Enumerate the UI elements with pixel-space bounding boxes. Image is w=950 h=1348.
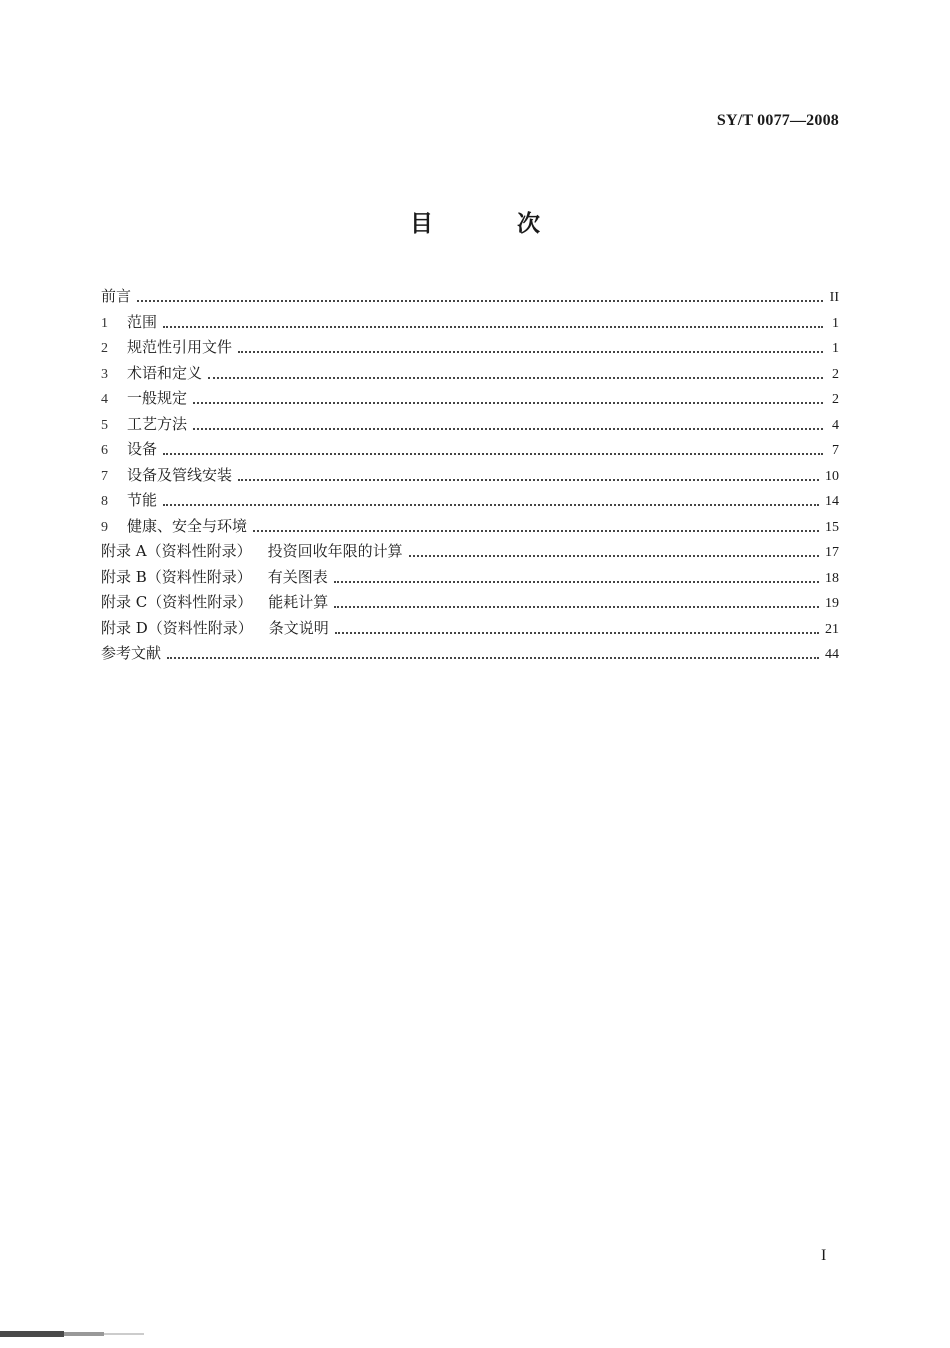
dot-leader xyxy=(334,605,819,608)
toc-entry-page: 44 xyxy=(825,647,839,662)
dot-leader xyxy=(238,350,823,353)
toc-entry-page: 21 xyxy=(825,621,839,637)
toc-entry[interactable] xyxy=(101,641,839,667)
dot-leader xyxy=(409,554,819,557)
page-title: 目 次 xyxy=(409,210,578,237)
dot-leader xyxy=(163,503,819,506)
toc-entry-number: 5 xyxy=(101,417,108,433)
toc-entry[interactable] xyxy=(101,310,839,336)
dot-leader xyxy=(253,529,819,532)
toc-entry-label: 前言 xyxy=(101,287,132,305)
toc-entry-subtitle: 投资回收年限的计算 xyxy=(267,542,403,560)
toc-entry[interactable] xyxy=(101,284,839,310)
dot-leader xyxy=(193,427,823,430)
toc-entry-page: 18 xyxy=(825,570,839,586)
toc-entry-label: 参考文献 xyxy=(101,644,162,662)
toc-entry[interactable] xyxy=(101,488,839,514)
toc-entry-label: 健康、安全与环境 xyxy=(127,516,248,535)
toc-entry-page: 10 xyxy=(825,468,839,484)
toc-entry[interactable] xyxy=(101,565,839,591)
toc-entry-label: 一般规定 xyxy=(127,389,188,407)
dot-leader xyxy=(193,401,823,404)
dot-leader xyxy=(163,452,823,455)
toc-entry-page: 1 xyxy=(832,341,839,356)
toc-entry-page: 17 xyxy=(825,545,839,560)
toc-entry-label: 术语和定义 xyxy=(127,363,203,382)
toc-entry[interactable] xyxy=(101,514,839,540)
toc-entry-label: 节能 xyxy=(127,491,158,509)
dot-leader xyxy=(208,376,823,379)
dot-leader xyxy=(238,478,819,481)
toc-entry-label: 附录 A（资料性附录） xyxy=(101,542,252,560)
toc-entry-label: 附录 C（资料性附录） xyxy=(101,593,253,611)
toc-entry-page: II xyxy=(829,290,839,305)
toc-entry[interactable] xyxy=(101,590,839,616)
toc-entry-number: 9 xyxy=(101,519,108,535)
toc-entry-subtitle: 能耗计算 xyxy=(268,593,329,611)
toc-entry-page: 2 xyxy=(832,392,839,407)
toc-entry-label: 范围 xyxy=(127,312,158,331)
toc-entry[interactable] xyxy=(101,386,839,412)
dot-leader xyxy=(335,631,819,634)
toc-entry-page: 14 xyxy=(825,494,839,509)
toc-entry-page: 1 xyxy=(832,315,839,331)
dot-leader xyxy=(334,580,819,583)
toc-entry-number: 4 xyxy=(101,392,108,407)
table-of-contents xyxy=(101,284,839,667)
dot-leader xyxy=(137,299,823,302)
toc-entry-number: 3 xyxy=(101,366,108,382)
toc-entry-subtitle: 有关图表 xyxy=(267,567,328,586)
toc-entry[interactable] xyxy=(101,437,839,463)
toc-entry-page: 15 xyxy=(825,519,839,535)
toc-entry-label: 设备及管线安装 xyxy=(127,465,233,484)
toc-entry-label: 工艺方法 xyxy=(127,414,188,433)
toc-entry-page: 4 xyxy=(832,417,839,433)
toc-entry[interactable] xyxy=(101,335,839,361)
toc-entry-number: 6 xyxy=(101,443,108,458)
toc-entry[interactable] xyxy=(101,412,839,438)
toc-entry-label: 附录 D（资料性附录） xyxy=(101,618,253,637)
toc-entry[interactable] xyxy=(101,361,839,387)
toc-entry[interactable] xyxy=(101,616,839,642)
toc-entry-number: 2 xyxy=(101,341,108,356)
toc-entry-number: 8 xyxy=(101,494,108,509)
toc-entry-page: 2 xyxy=(832,366,839,382)
toc-entry-number: 7 xyxy=(101,468,108,484)
toc-entry-label: 附录 B（资料性附录） xyxy=(101,567,252,586)
toc-entry-label: 设备 xyxy=(127,440,158,458)
toc-entry-page: 19 xyxy=(825,596,839,611)
dot-leader xyxy=(163,325,823,328)
toc-entry-label: 规范性引用文件 xyxy=(127,338,233,356)
toc-entry-subtitle: 条文说明 xyxy=(268,618,329,637)
toc-entry-number: 1 xyxy=(101,315,108,331)
toc-entry-page: 7 xyxy=(832,443,839,458)
toc-entry[interactable] xyxy=(101,463,839,489)
page-number: I xyxy=(821,1247,827,1264)
standard-code: SY/T 0077—2008 xyxy=(716,112,839,129)
dot-leader xyxy=(167,656,819,659)
scan-artifact xyxy=(0,1328,160,1342)
toc-entry[interactable] xyxy=(101,539,839,565)
